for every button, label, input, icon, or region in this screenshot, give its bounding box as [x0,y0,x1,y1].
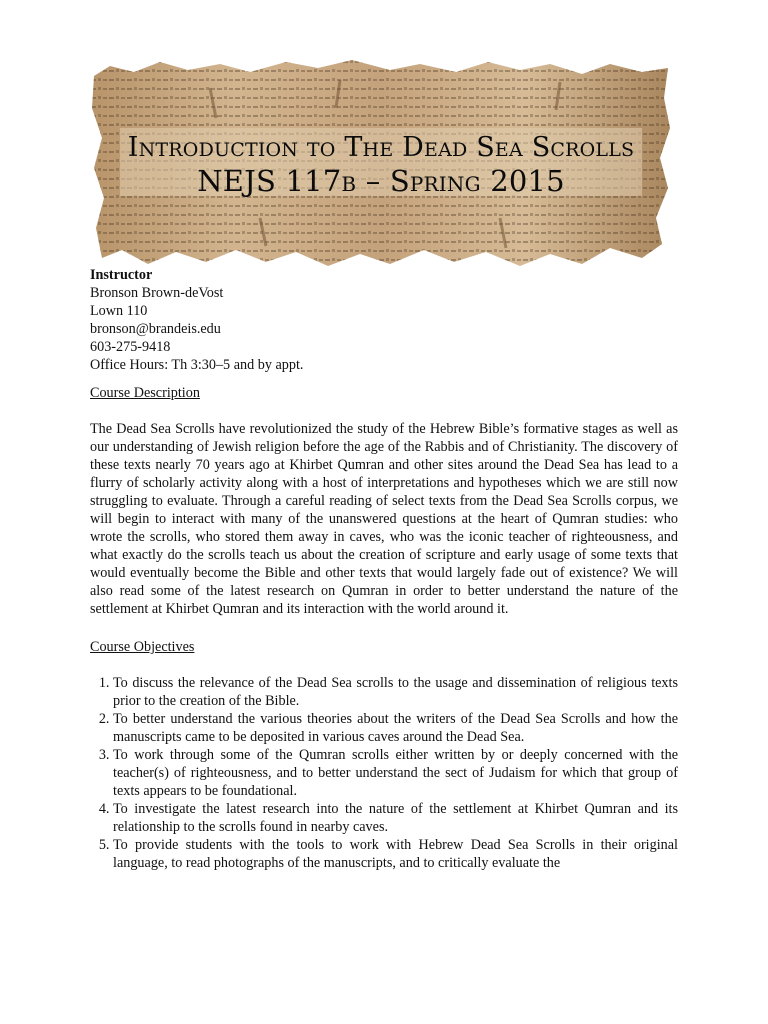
course-title: Introduction to The Dead Sea Scrolls [127,132,635,163]
objectives-list [90,674,678,872]
course-objectives-heading: Course Objectives [90,639,195,655]
course-description-heading: Course Description [90,385,200,401]
objective-item: 1. To discuss the relevance of the Dead Sea scrolls to the usage and dissemination of religious texts prior to the creation of the Bible. [113,674,678,710]
course-description-text: The Dead Sea Scrolls have revolutionized the study of the Hebrew Bible’s formative stages as well as our understanding of Jewish religion before the age of the Rabbis and of Christianity. The discovery of these texts nearly 70 years ago at Khirbet Qumran and other sites around the Dead Sea has lead to a flurry of scholarly activity along with a host of interpretations and hypotheses which we are still now struggling to evaluate. Through a careful reading of select texts from the Dead Sea Scrolls corpus, we will begin to interact with many of the unanswered questions at the heart of Qumran studies: who wrote the scrolls, who stored them away in caves, who was the iconic teacher of righteousness, and what exactly do the scrolls teach us about the creation of scripture and early usage of some texts that would eventually become the Bible and other texts that would largely fade out of existence? We will also read some of the latest research on Qumran in order to better understand the nature of the settlement at Khirbet Qumran and its interaction with the world around it. [90,421,678,617]
header-banner [90,58,672,270]
objective-item: 5. To provide students with the tools to work with Hebrew Dead Sea Scrolls in their original language, to read photographs of the manuscripts, and to critically evaluate the [113,836,678,872]
instructor-block [90,266,678,374]
objective-item: 2. To better understand the various theories about the writers of the Dead Sea Scrolls and how the manuscripts came to be deposited in various caves around the Dead Sea. [113,710,678,746]
instructor-heading: Instructor [90,267,153,283]
objective-item: 3. To work through some of the Qumran scrolls either written by or deeply concerned with the teacher(s) of righteousness, and to better understand the sect of Judaism for which that group of texts appears to be foundational. [113,746,678,800]
instructor-office: Lown 110 [90,303,148,319]
instructor-email: bronson@brandeis.edu [90,321,221,337]
instructor-phone: 603-275-9418 [90,339,171,355]
course-code-term: NEJS 117b – Spring 2015 [197,164,565,198]
syllabus-content [90,266,678,872]
objective-item: 4. To investigate the latest research into the nature of the settlement at Khirbet Qumran and its relationship to the scrolls found in nearby caves. [113,800,678,836]
instructor-name: Bronson Brown-deVost [90,285,224,301]
office-hours: Office Hours: Th 3:30–5 and by appt. [90,357,304,373]
